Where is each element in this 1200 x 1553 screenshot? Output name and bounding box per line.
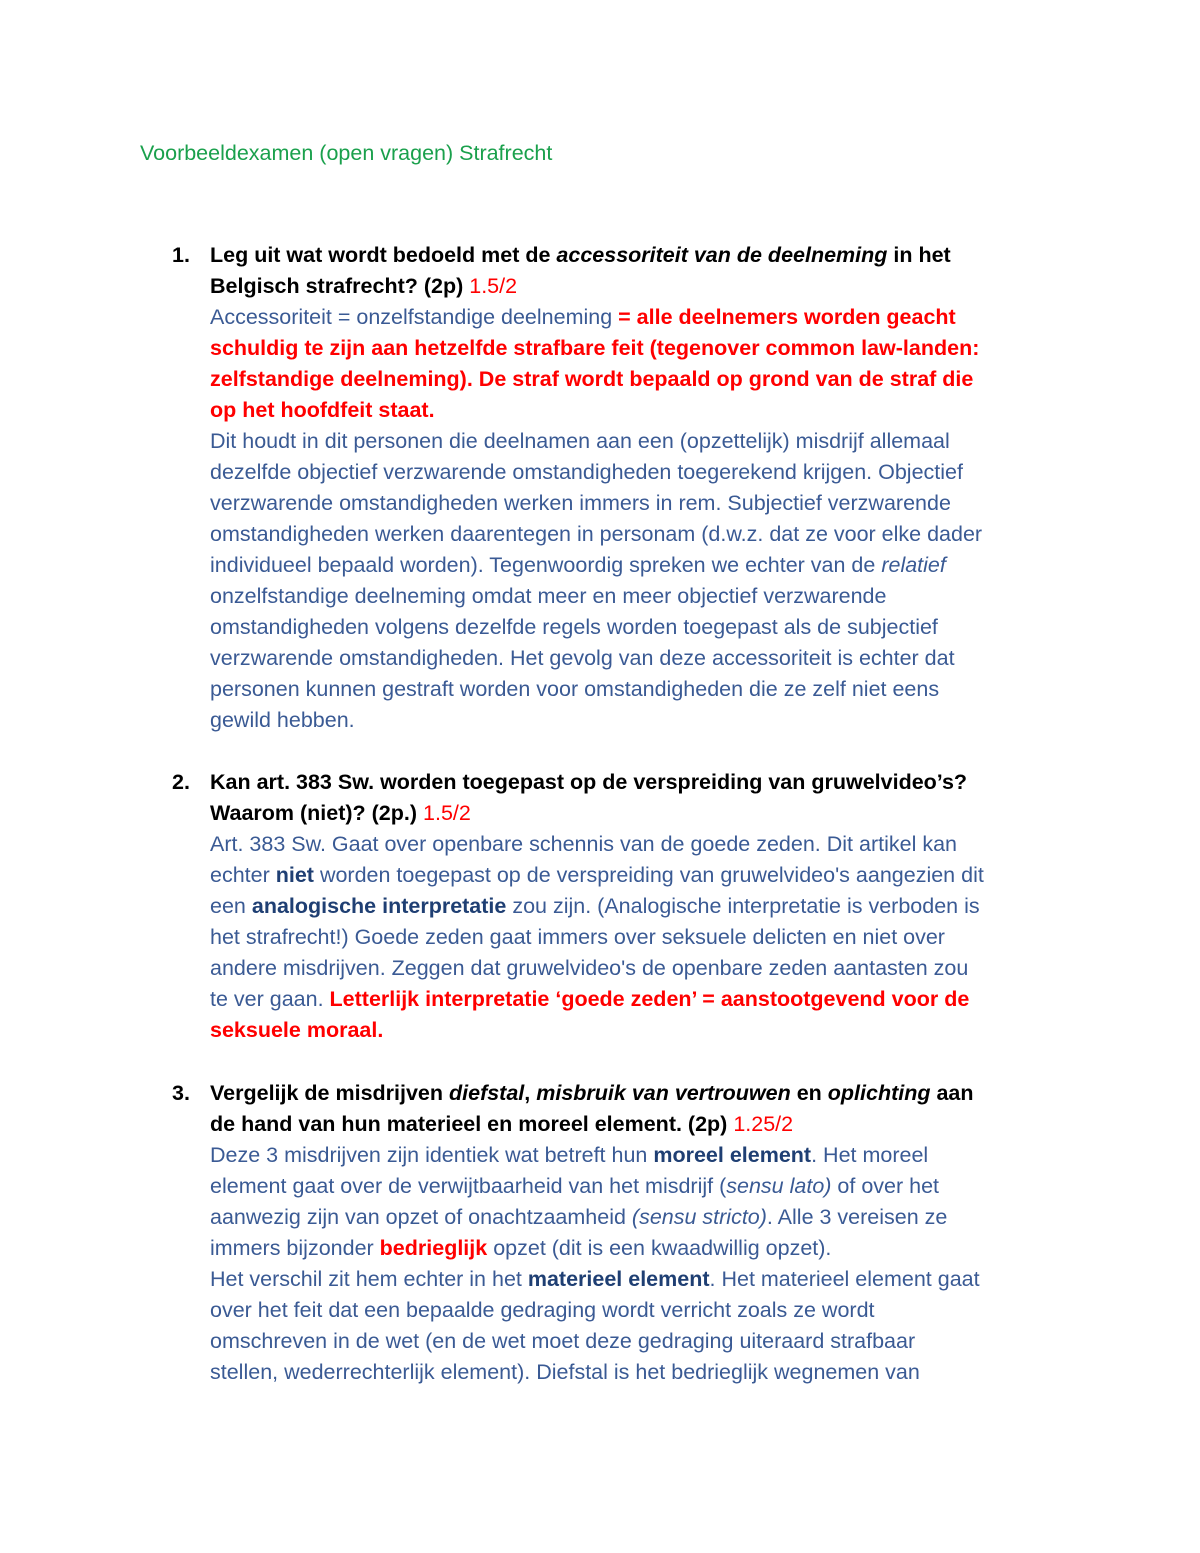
answer-1-line: onzelfstandige deelneming omdat meer en meer objectief verzwarende [210, 584, 887, 608]
answer-1-line: op het hoofdfeit staat. [210, 398, 435, 422]
question-2-number: 2. [172, 770, 190, 794]
question-2-text-line-1: Kan art. 383 Sw. worden toegepast op de verspreiding van gruwelvideo’s? [210, 770, 968, 794]
answer-3-line: stellen, wederrechterlijk element). Diefstal is het bedrieglijk wegnemen van [210, 1360, 920, 1384]
answer-1-line: omstandigheden werken daarentegen in personam (d.w.z. dat ze voor elke dader [210, 522, 983, 546]
answer-2-line: een analogische interpretatie zou zijn. (Analogische interpretatie is verboden is [210, 894, 980, 918]
answer-1-line: Dit houdt in dit personen die deelnamen aan een (opzettelijk) misdrijf allemaal [210, 429, 950, 453]
answer-3-line: Het verschil zit hem echter in het materieel element. Het materieel element gaat [210, 1267, 980, 1291]
answer-3-line: Deze 3 misdrijven zijn identiek wat betreft hun moreel element. Het moreel [210, 1143, 929, 1167]
question-3 [210, 1078, 1070, 1388]
answer-1-line: dezelfde objectief verzwarende omstandigheden toegerekend krijgen. Objectief [210, 460, 963, 484]
answer-3-line: aanwezig zijn van opzet of onachtzaamheid (sensu stricto). Alle 3 vereisen ze [210, 1205, 948, 1229]
question-1-score: 1.5/2 [469, 274, 518, 298]
answer-2-line: seksuele moraal. [210, 1018, 384, 1042]
answer-1-line: personen kunnen gestraft worden voor omstandigheden die ze zelf niet eens [210, 677, 940, 701]
answer-1-line: Accessoriteit = onzelfstandige deelneming = alle deelnemers worden geacht [210, 305, 956, 329]
question-2-score: 1.5/2 [423, 801, 471, 825]
answer-1-line: verzwarende omstandigheden werken immers in rem. Subjectief verzwarende [210, 491, 951, 515]
answer-1-line: omstandigheden volgens dezelfde regels worden toegepast als de subjectief [210, 615, 938, 639]
answer-2-line: andere misdrijven. Zeggen dat gruwelvideo's de openbare zeden aantasten zou [210, 956, 969, 980]
question-2 [210, 767, 1070, 1046]
question-3-score: 1.25/2 [733, 1112, 794, 1136]
answer-3-line: immers bijzonder bedrieglijk opzet (dit is een kwaadwillig opzet). [210, 1236, 832, 1260]
answer-1-line: individueel bepaald worden). Tegenwoordig spreken we echter van de relatief [210, 553, 946, 577]
answer-1-line: schuldig te zijn aan hetzelfde strafbare feit (tegenover common law-landen: [210, 336, 980, 360]
question-2-text-line-2: Waarom (niet)? (2p.) 1.5/2 [210, 801, 471, 825]
question-1-number: 1. [172, 243, 190, 267]
answer-1-line: verzwarende omstandigheden. Het gevolg van deze accessoriteit is echter dat [210, 646, 955, 670]
question-3-number: 3. [172, 1081, 190, 1105]
answer-2-line: echter niet worden toegepast op de verspreiding van gruwelvideo's aangezien dit [210, 863, 984, 887]
question-3-text-line-1: Vergelijk de misdrijven diefstal, misbruik van vertrouwen en oplichting aan [210, 1081, 974, 1105]
answer-2-line: het strafrecht!) Goede zeden gaat immers over seksuele delicten en niet over [210, 925, 945, 949]
answer-1-line: zelfstandige deelneming). De straf wordt bepaald op grond van de straf die [210, 367, 974, 391]
question-1-text-line-1: Leg uit wat wordt bedoeld met de accessoriteit van de deelneming in het [210, 243, 951, 267]
page-title: Voorbeeldexamen (open vragen) Strafrecht [140, 141, 553, 165]
answer-2-line: te ver gaan. Letterlijk interpretatie ‘goede zeden’ = aanstootgevend voor de [210, 987, 970, 1011]
answer-3-line: omschreven in de wet (en de wet moet deze gedraging uiteraard strafbaar [210, 1329, 916, 1353]
answer-3-line: element gaat over de verwijtbaarheid van het misdrijf (sensu lato) of over het [210, 1174, 940, 1198]
question-3-text-line-2: de hand van hun materieel en moreel element. (2p) 1.25/2 [210, 1112, 794, 1136]
question-1 [210, 240, 1070, 736]
answer-2-line: Art. 383 Sw. Gaat over openbare schennis van de goede zeden. Dit artikel kan [210, 832, 957, 856]
answer-1-line: gewild hebben. [210, 708, 355, 732]
question-1-text-line-2: Belgisch strafrecht? (2p) 1.5/2 [210, 274, 518, 298]
answer-3-line: over het feit dat een bepaalde gedraging wordt verricht zoals ze wordt [210, 1298, 875, 1322]
